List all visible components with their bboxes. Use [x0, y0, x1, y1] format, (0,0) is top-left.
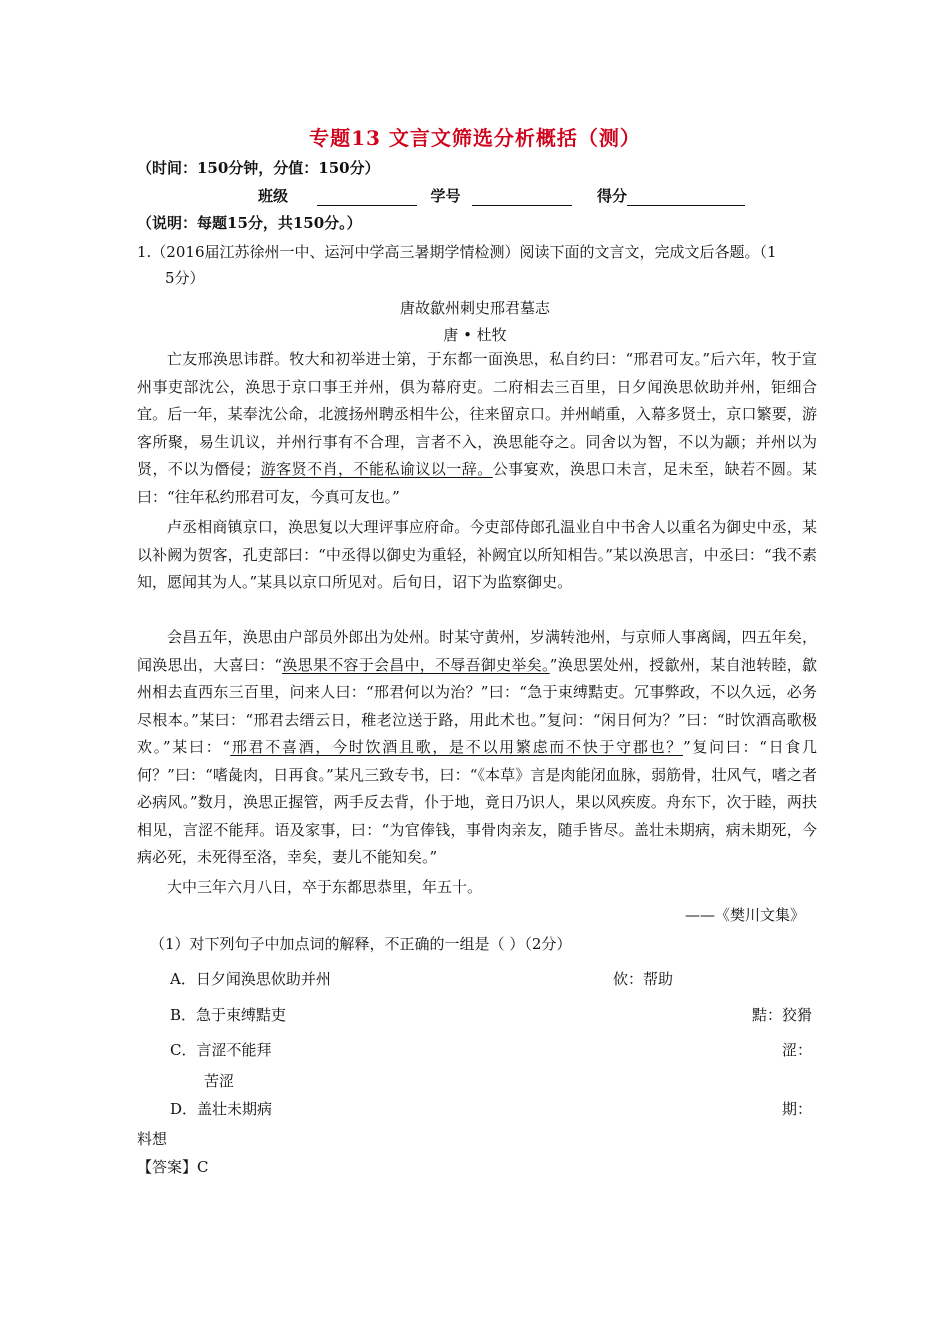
instruction-note: （说明：每题15分，共150分。）: [137, 214, 362, 232]
paragraph-3-text: 会昌五年，涣思由户部员外郎出为处州。时某守黄州，岁满转池州，与京师人事离阔，四五年矣，闻涣思出，大喜曰：“: [137, 628, 817, 674]
student-info-line: [258, 186, 778, 206]
number-label: 学号: [430, 187, 461, 205]
underlined-sentence-2: 涣思果不容于会昌中，不辱吾御史举矣。: [282, 655, 550, 674]
option-a-gloss: 佽：帮助: [613, 970, 674, 988]
paragraph-1: [137, 346, 817, 511]
class-label: 班级: [258, 187, 289, 205]
time-score-line: （时间：150分钟，分值：150分）: [137, 159, 380, 177]
question-intro-line2: 5分）: [165, 269, 205, 287]
score-blank[interactable]: [627, 190, 745, 206]
score-label: 得分: [596, 187, 627, 205]
paragraph-2: 卢丞相商镇京口，涣思复以大理评事应府命。今吏部侍郎孔温业自中书舍人以重名为御史中丞，某以补阙为贺客，孔吏部曰：“中丞得以御史为重轻，补阙宜以所知相告。”某以涣思言，中丞曰：“我不素知，愿闻其为人。”某具以京口所见对。后旬日，诏下为监察御史。: [137, 518, 817, 591]
paragraph-3: [137, 624, 817, 872]
article-author: 唐 • 杜牧: [443, 326, 507, 344]
option-c-sentence: C．言涩不能拜: [170, 1041, 272, 1059]
underlined-sentence-1: 游客贤不肖，不能私谕议以一辞。: [260, 460, 493, 478]
number-blank[interactable]: [472, 190, 572, 206]
page-title: 专题13 文言文筛选分析概括（测）: [309, 126, 641, 150]
paragraph-1-text: 亡友邢涣思讳群。牧大和初举进士第，于东都一面涣思，私自约曰：“邢君可友。”后六年，牧于宣州事吏部沈公，涣思于京口事王并州，俱为幕府吏。二府相去三百里，日夕闻涣思佽助并州，钜细合宜。后一年，某奉沈公命，北渡扬州聘丞相牛公，往来留京口。并州峭重，入幕多贤士，京口繁要，游客所聚，易生讥议，并州行事有不合理，言者不入，涣思能夺之。同舍以为智，不以为颛；并州以为贤，不以为僭侵；: [137, 350, 817, 478]
option-d-gloss-continued: 料想: [137, 1130, 168, 1148]
underlined-sentence-3: 邢君不喜酒，今时饮酒且歌，是不以用繁虑而不快于守郡也？: [230, 738, 683, 756]
paragraph-4: 大中三年六月八日，卒于东都思恭里，年五十。: [167, 878, 483, 896]
option-d[interactable]: [170, 1098, 815, 1120]
question-intro-line1: 1.（2016届江苏徐州一中、运河中学高三暑期学情检测）阅读下面的文言文，完成文后各题。（1: [137, 243, 777, 261]
option-b-gloss: 黠：狡猾: [752, 1006, 813, 1024]
option-a[interactable]: [170, 968, 815, 990]
sub-question-1: （1）对下列句子中加点词的解释，不正确的一组是（ ）（2分）: [150, 935, 572, 953]
article-title: 唐故歙州刺史邢君墓志: [399, 299, 550, 317]
option-b[interactable]: [170, 1004, 815, 1026]
paragraph-3-text-end: ”复问曰：“日食几何？”曰：“嗜彘肉，日再食。”某凡三致专书，曰：“《本草》言是肉能闭血脉，弱筋骨，壮风气，嗜之者必病风。”数月，涣思正握管，两手反去背，仆于地，竟日乃识人，果以风疾废。舟东下，次于睦，两扶相见，言涩不能拜。语及家事，曰：“为官俸钱，事骨肉亲友，随手皆尽。盖壮未期病，病未期死，今病必死，未死得至洛，幸矣，妻儿不能知矣。”: [137, 738, 817, 866]
paragraph-3-text-mid: ”涣思罢处州，授歙州，某自池转睦，歙州相去直西东三百里，问来人曰：“邢君何以为治？”曰：“急于束缚黠吏。冗事弊政，不以久远，必务尽根本。”某曰：“邢君去缙云日，稚老泣送于路，用此术也。”复问：“闲日何为？”曰：“时饮酒高歌极欢。”某曰：“: [137, 655, 818, 756]
option-c[interactable]: [170, 1039, 815, 1061]
option-d-sentence: D．盖壮未期病: [170, 1100, 273, 1118]
option-d-gloss: 期：: [782, 1100, 813, 1118]
option-c-gloss-continued: 苦涩: [204, 1072, 235, 1090]
option-a-sentence: A．日夕闻涣思佽助并州: [170, 970, 331, 988]
paragraph-1-text-end: 公事宴欢，涣思口未言，足未至，缺若不圆。某曰：“往年私约邢君可友，今真可友也。”: [137, 460, 817, 506]
option-c-gloss: 涩：: [782, 1041, 813, 1059]
answer-line: 【答案】C: [137, 1158, 209, 1176]
option-b-sentence: B．急于束缚黠吏: [170, 1006, 287, 1024]
class-blank[interactable]: [317, 190, 417, 206]
source-citation: ——《樊川文集》: [684, 906, 805, 924]
